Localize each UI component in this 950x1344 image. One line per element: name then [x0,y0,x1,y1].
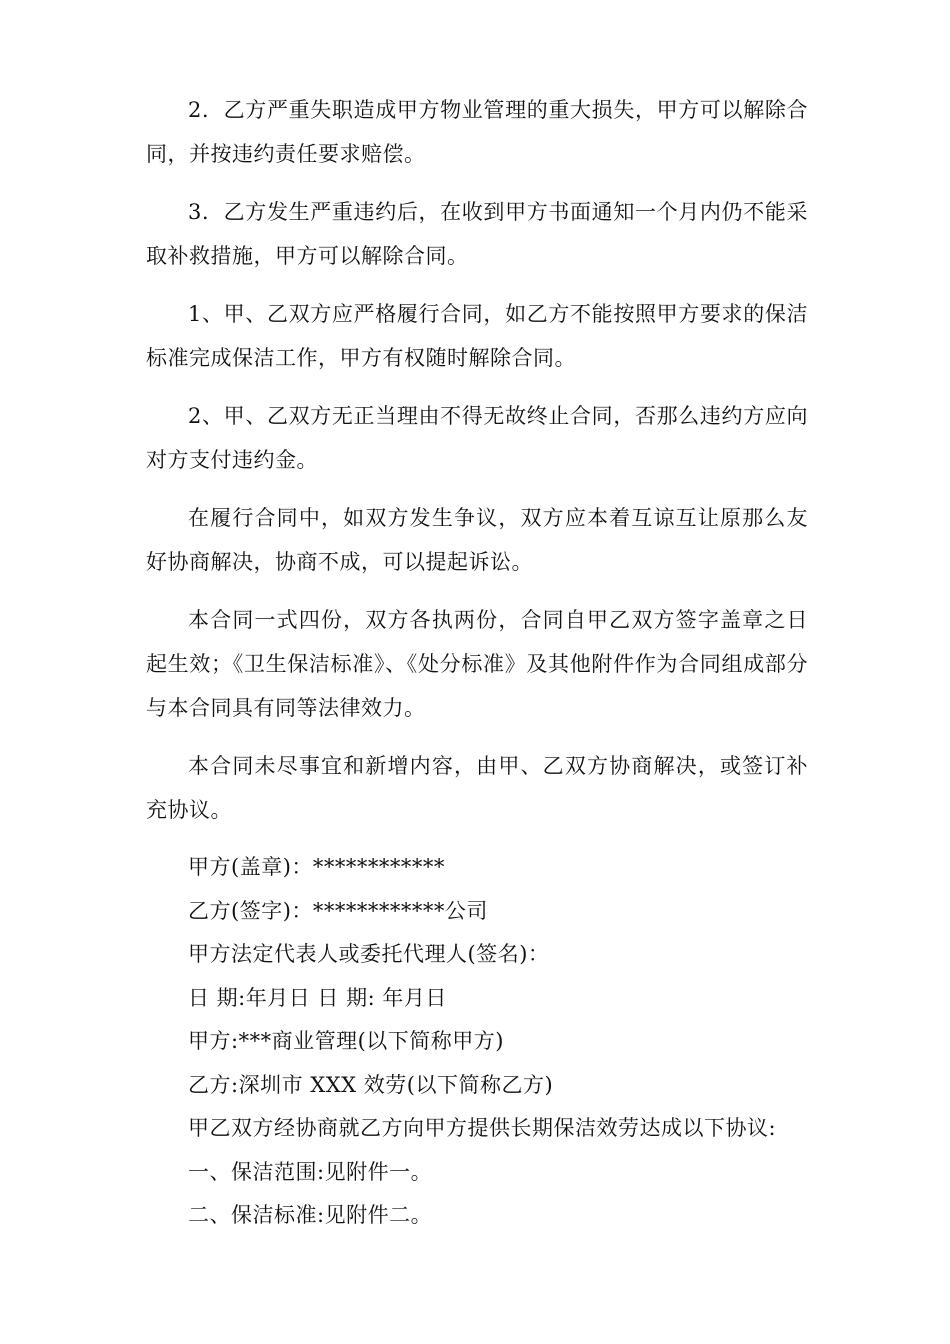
cleaning-standard-line: 二、保洁标准:见附件二。 [188,1203,433,1227]
clause-paragraph: 本合同一式四份，双方各执两份，合同自甲乙双方签字盖章之日起生效；《卫生保洁标准》、《处分标准》及其他附件作为合同组成部分与本合同具有同等法律效力。 [146,608,808,720]
date-line: 日 期:年月日 日 期: 年月日 [188,985,447,1010]
cleaning-scope-line: 一、保洁范围:见附件一。 [188,1159,433,1184]
party-a-name-line: 甲方:***商业管理(以下简称甲方) [188,1029,504,1053]
clause-paragraph: 2．乙方严重失职造成甲方物业管理的重大损失，甲方可以解除合同，并按违约责任要求赔偿。 [146,98,808,166]
clause-paragraph: 在履行合同中，如双方发生争议，双方应本着互谅互让原那么友好协商解决，协商不成，可以提起诉讼。 [146,506,808,574]
clause-paragraph: 2、甲、乙双方无正当理由不得无故终止合同，否那么违约方应向对方支付违约金。 [146,404,808,472]
party-b-name-line: 乙方:深圳市 XXX 效劳(以下简称乙方) [188,1072,554,1097]
representative-signature-line: 甲方法定代表人或委托代理人(签名)： [188,942,550,966]
party-a-seal-line: 甲方(盖章)：************ [188,855,445,879]
clause-paragraph: 3．乙方发生严重违约后，在收到甲方书面通知一个月内仍不能采取补救措施，甲方可以解除合同。 [146,200,808,268]
agreement-intro-line: 甲乙双方经协商就乙方向甲方提供长期保洁效劳达成以下协议: [188,1116,777,1140]
document-body [146,88,808,1238]
clause-paragraph: 本合同未尽事宜和新增内容，由甲、乙双方协商解决，或签订补充协议。 [146,754,808,822]
party-b-signature-line: 乙方(签字)：************公司 [188,898,488,923]
clause-paragraph: 1、甲、乙双方应严格履行合同，如乙方不能按照甲方要求的保洁标准完成保洁工作，甲方有权随时解除合同。 [146,302,808,370]
